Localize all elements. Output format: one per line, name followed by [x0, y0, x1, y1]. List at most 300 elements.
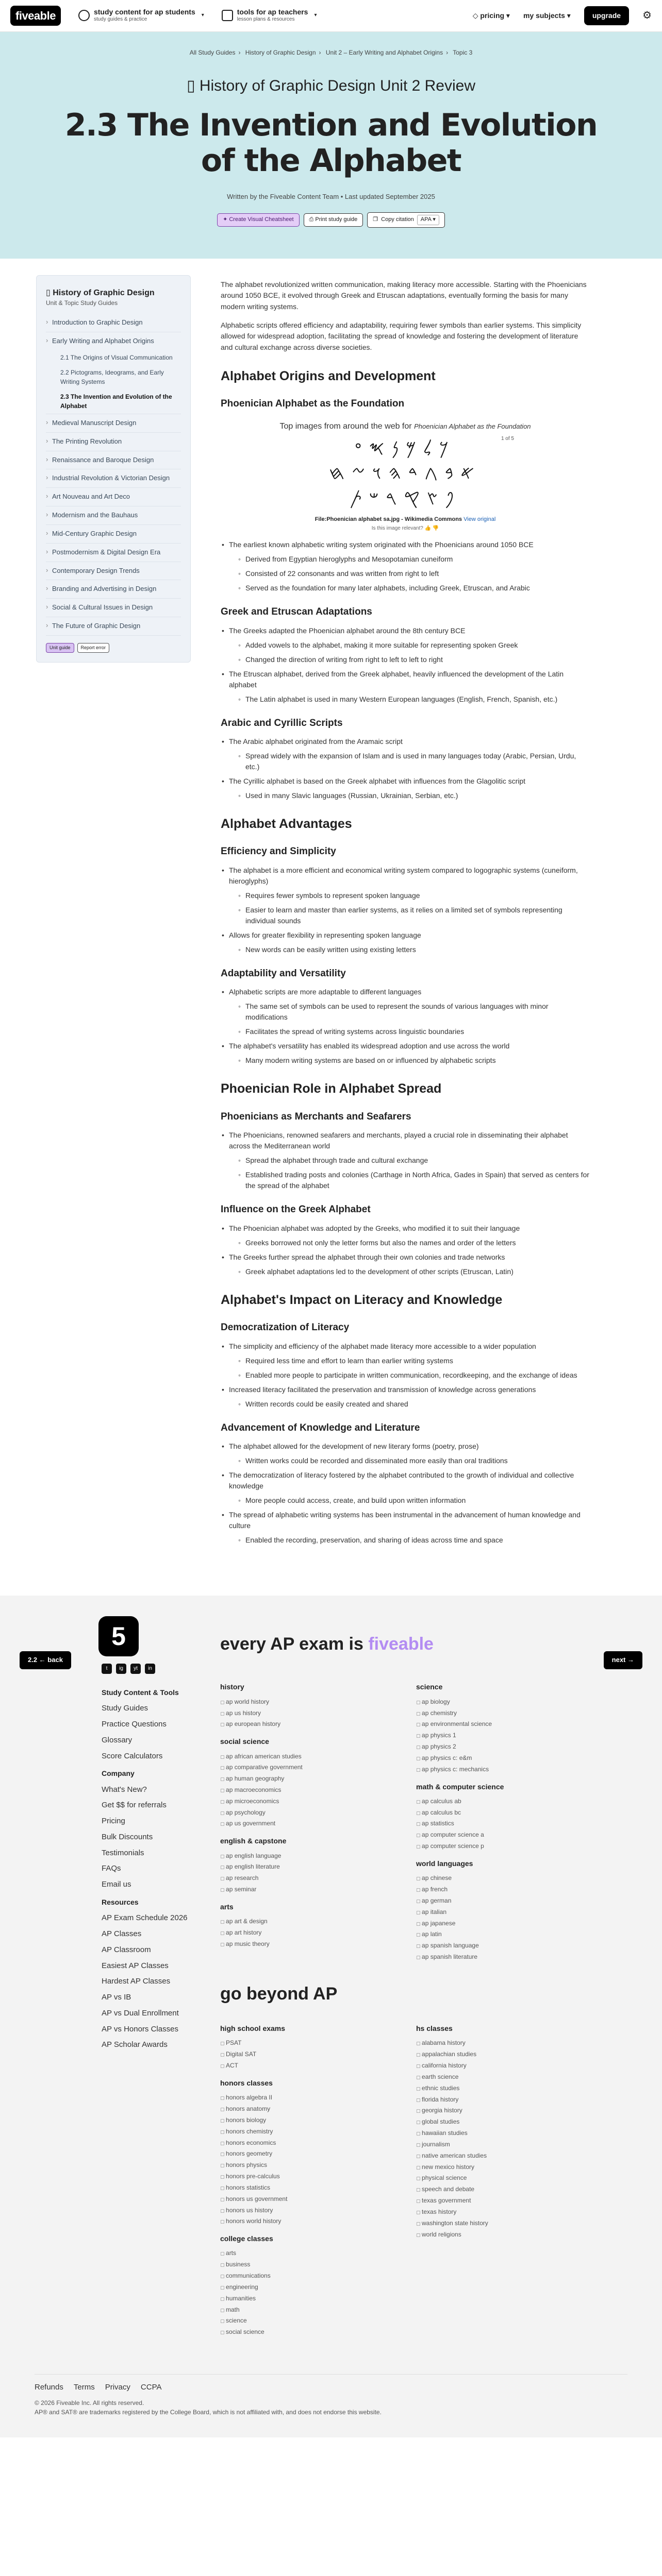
list-item	[221, 1223, 590, 1248]
nav-my-subjects-label: my subjects	[523, 11, 565, 20]
footer-category: honors classes	[220, 2078, 273, 2087]
list-item: ◦ The Latin alphabet is used in many Western European languages (English, French, Spanish, etc.)	[237, 694, 590, 705]
footer-subject-link[interactable]: ▢ speech and debate	[416, 2184, 550, 2195]
footer-subject-link[interactable]: ▢ honors physics	[220, 2160, 354, 2171]
footer-subject-link[interactable]: ▢ ACT	[220, 2060, 354, 2072]
footer-subject-link[interactable]: ▢ Digital SAT	[220, 2049, 354, 2060]
sub-list	[237, 1495, 590, 1506]
list-item: ◦ Written records could be easily created and shared	[237, 1399, 590, 1410]
nav-my-subjects[interactable]: my subjects ▾	[523, 11, 571, 20]
sub-list	[237, 640, 590, 665]
teacher-icon	[222, 10, 233, 21]
image-counter: 1 of 5	[501, 435, 514, 442]
footer-subject-link[interactable]: ▢ ap art & design	[220, 1916, 354, 1927]
sub-list	[237, 694, 590, 705]
footer-subject-link[interactable]: ▢ honors pre-calculus	[220, 2171, 354, 2182]
footer-subject-link[interactable]: ▢ ap spanish literature	[416, 1952, 550, 1963]
footer-subject-link[interactable]: ▢ hawaiian studies	[416, 2128, 550, 2139]
sidebar-child-active[interactable]: 2.3 The Invention and Evolution of the Alphabet	[46, 389, 181, 414]
footer-subject-link[interactable]: ▢ journalism	[416, 2139, 550, 2150]
footer-category: arts	[220, 1902, 234, 1911]
footer-link[interactable]: AP Exam Schedule 2026	[102, 1913, 188, 1923]
footer-subject-link[interactable]: ▢ business	[220, 2259, 354, 2270]
nav-teachers-title: tools for ap teachers	[237, 7, 308, 16]
sidebar	[36, 275, 191, 663]
create-cheatsheet-label: Create Visual Cheatsheet	[229, 216, 294, 223]
bullet-list	[221, 736, 590, 801]
image-caption: File:Phoenician alphabet sa.jpg - Wikimedia Commons View original	[315, 516, 496, 522]
footer-subject-link[interactable]: ▢ ap english language	[220, 1851, 354, 1862]
list-item	[221, 669, 590, 705]
image-carousel	[221, 420, 590, 532]
list-item-text: The simplicity and efficiency of the alphabet made literacy more accessible to a wider population	[229, 1342, 536, 1350]
breadcrumb-topic: Topic 3	[453, 49, 473, 56]
footer-subject-link[interactable]: ▢ ap microeconomics	[220, 1796, 354, 1807]
list-item	[221, 987, 590, 1037]
copy-citation-label: Copy citation	[381, 216, 414, 223]
footer-subject-link[interactable]: ▢ ap art history	[220, 1927, 354, 1939]
list-item: ◦ New words can be easily written using existing letters	[237, 944, 590, 955]
thumbs-up-icon[interactable]: 👍	[424, 525, 432, 531]
sidebar-footer	[46, 643, 181, 653]
list-item-text: The Greeks adapted the Phoenician alphabet around the 8th century BCE	[229, 626, 466, 635]
list-item	[221, 1510, 590, 1546]
list-item	[221, 1470, 590, 1506]
sidebar-item[interactable]: › The Future of Graphic Design	[46, 617, 181, 636]
list-item-text: The Etruscan alphabet, derived from the Greek alphabet, heavily influenced the development of the Latin alphabet	[229, 669, 564, 689]
legal-link[interactable]: Terms	[73, 2383, 95, 2392]
footer-tagline-accent: fiveable	[368, 1634, 434, 1654]
fiveable-logo[interactable]: fiveable	[10, 6, 61, 26]
list-item: ◦ Easier to learn and master than earlier systems, as it relies on a limited set of symbols representing individual sounds	[237, 905, 590, 926]
footer-subject-link[interactable]: ▢ ap german	[416, 1895, 550, 1907]
footer-subject-link[interactable]: ▢ ap calculus bc	[416, 1807, 550, 1819]
subsection-heading: Phoenicians as Merchants and Seafarers	[221, 1111, 411, 1122]
footer	[0, 1596, 662, 2437]
list-item: ◦ Facilitates the spread of writing systems across linguistic boundaries	[237, 1026, 590, 1037]
footer-subject-link[interactable]: ▢ georgia history	[416, 2105, 550, 2116]
list-item-text: The alphabet's versatility has enabled its widespread adoption and use across the world	[229, 1042, 510, 1050]
print-guide-button[interactable]	[304, 213, 363, 227]
list-item: ◦ Served as the foundation for many later alphabets, including Greek, Etruscan, and Arabic	[237, 583, 590, 594]
sub-list	[237, 751, 590, 772]
subsection-heading: Arabic and Cyrillic Scripts	[221, 717, 343, 728]
footer-link[interactable]: Glossary	[102, 1735, 133, 1744]
footer-subject-link[interactable]: ▢ ap physics c: e&m	[416, 1753, 550, 1764]
footer-link[interactable]: Practice Questions	[102, 1720, 167, 1729]
breadcrumb-all-guides[interactable]: All Study Guides	[189, 49, 236, 56]
footer-group-heading: Company	[102, 1769, 135, 1778]
nav-teachers[interactable]	[222, 8, 317, 24]
footer-subject-link[interactable]: ▢ arts	[220, 2248, 354, 2259]
instagram-icon[interactable]: ig	[116, 1664, 126, 1674]
footer-link[interactable]: AP vs Dual Enrollment	[102, 2008, 179, 2018]
sub-list	[237, 790, 590, 801]
glyph-row: 𐤐𐤑𐤒𐤓𐤔𐤕	[349, 487, 461, 509]
sidebar-item[interactable]: › Contemporary Design Trends	[46, 562, 181, 581]
list-item-text: The Phoenicians, renowned seafarers and merchants, played a crucial role in disseminating their alphabet across the Mediterranean world	[229, 1131, 568, 1150]
thumbs-down-icon[interactable]: 👎	[432, 525, 439, 531]
footer-subject-link[interactable]: ▢ ap african american studies	[220, 1751, 354, 1762]
footer-link[interactable]: AP vs IB	[102, 1993, 131, 2002]
footer-category: social science	[220, 1737, 269, 1746]
footer-subject-link[interactable]: ▢ ap seminar	[220, 1884, 354, 1895]
sidebar-title[interactable]	[46, 287, 181, 299]
legal-link[interactable]: CCPA	[140, 2383, 162, 2392]
list-item-text: The alphabet allowed for the development of new literary forms (poetry, prose)	[229, 1442, 479, 1451]
list-item: ◦ More people could access, create, and build upon written information	[237, 1495, 590, 1506]
list-item-text: The Phoenician alphabet was adopted by the Greeks, who modified it to suit their language	[229, 1224, 520, 1232]
footer-subject-link[interactable]: ▢ ap us government	[220, 1818, 354, 1829]
footer-tagline	[220, 1632, 597, 1657]
disclaimer: AP® and SAT® are trademarks registered by the College Board, which is not affiliated with, and does not endorse this website.	[35, 2408, 382, 2416]
youtube-icon[interactable]: yt	[130, 1664, 141, 1674]
footer-subject-link[interactable]: ▢ honors us history	[220, 2205, 354, 2216]
sub-list	[237, 1399, 590, 1410]
footer-category: hs classes	[416, 2024, 453, 2033]
sub-list	[237, 1238, 590, 1248]
section-heading: Alphabet's Impact on Literacy and Knowledge	[221, 1292, 503, 1307]
glyph-row: 𐤊𐤋𐤌𐤍𐤎𐤏	[355, 437, 456, 459]
sub-list	[237, 1535, 590, 1546]
footer-link[interactable]: Bulk Discounts	[102, 1832, 153, 1841]
footer-subject-link[interactable]: ▢ ap psychology	[220, 1807, 354, 1819]
phoenician-alphabet-image[interactable]	[320, 435, 514, 512]
subsection-heading: Influence on the Greek Alphabet	[221, 1204, 371, 1215]
upgrade-button[interactable]: upgrade	[584, 6, 629, 25]
intro-paragraph: The alphabet revolutionized written communication, making literacy more accessible. Starting with the Phoenicians around 1050 BCE, it evolved through Greek and Etruscan adaptations, eventually forming the basis for many modern writing systems.	[221, 280, 587, 311]
list-item-text: Increased literacy facilitated the preservation and transmission of knowledge across generations	[229, 1385, 536, 1394]
footer-subject-link[interactable]: ▢ social science	[220, 2327, 354, 2338]
footer-subject-link[interactable]: ▢ earth science	[416, 2072, 550, 2083]
subsection-heading: Adaptability and Versatility	[221, 968, 346, 979]
sparkle-icon: ✦	[223, 216, 229, 223]
list-item: ◦ Enabled the recording, preservation, and sharing of ideas across time and space	[237, 1535, 590, 1546]
footer-subject-link[interactable]: ▢ ap physics 1	[416, 1730, 550, 1741]
list-item: ◦ The same set of symbols can be used to represent the sounds of various languages with minor modifications	[237, 1001, 590, 1023]
footer-subject-link[interactable]: ▢ ap environmental science	[416, 1719, 550, 1730]
copy-icon: ❐	[373, 216, 378, 223]
subsection-heading: Democratization of Literacy	[221, 1322, 350, 1333]
footer-subject-link[interactable]: ▢ ap computer science a	[416, 1829, 550, 1841]
breadcrumb-unit[interactable]: Unit 2 – Early Writing and Alphabet Origins	[325, 49, 443, 56]
list-item-text: The alphabet is a more efficient and economical writing system compared to logographic systems (cuneiform, hieroglyphs)	[229, 866, 578, 885]
nav-pricing[interactable]: ◇ pricing ▾	[472, 11, 510, 20]
book-icon: ▯	[46, 288, 53, 297]
list-item: ◦ Many modern writing systems are based on or influenced by alphabetic scripts	[237, 1055, 590, 1066]
footer-subject-link[interactable]: ▢ ap japanese	[416, 1918, 550, 1929]
footer-link[interactable]: Email us	[102, 1880, 131, 1889]
student-icon	[78, 10, 90, 21]
list-item: ◦ Used in many Slavic languages (Russian, Ukrainian, Serbian, etc.)	[237, 790, 590, 801]
print-guide-label: Print study guide	[315, 216, 358, 223]
footer-subject-link[interactable]: ▢ ethnic studies	[416, 2083, 550, 2094]
sidebar-item[interactable]: › Introduction to Graphic Design	[46, 314, 181, 332]
footer-subject-link[interactable]: ▢ honors economics	[220, 2138, 354, 2149]
gear-icon[interactable]: ⚙	[642, 9, 652, 21]
footer-subject-link[interactable]: ▢ appalachian studies	[416, 2049, 550, 2060]
footer-subject-link[interactable]: ▢ native american studies	[416, 2150, 550, 2162]
list-item	[221, 865, 590, 926]
list-item	[221, 625, 590, 665]
sidebar-item[interactable]: › Postmodernism & Digital Design Era	[46, 544, 181, 562]
report-error-button[interactable]: Report error	[77, 643, 110, 653]
footer-subject-link[interactable]: ▢ ap comparative government	[220, 1762, 354, 1773]
list-item: ◦ Added vowels to the alphabet, making it more suitable for representing spoken Greek	[237, 640, 590, 651]
sub-list	[237, 1155, 590, 1191]
go-beyond-heading: go beyond AP	[220, 1984, 338, 2004]
hero-meta: Written by the Fiveable Content Team • Last updated September 2025	[227, 192, 435, 200]
article	[221, 279, 590, 1596]
nav-students-sub: study guides & practice	[93, 16, 147, 22]
citation-style-value: APA	[420, 216, 432, 223]
footer-column	[220, 2017, 354, 2338]
footer-link[interactable]: AP Classes	[102, 1929, 142, 1939]
bullet-list	[221, 987, 590, 1066]
footer-subject-link[interactable]: ▢ alabama history	[416, 2038, 550, 2049]
footer-column	[416, 2017, 550, 2338]
footer-subject-link[interactable]: ▢ ap chinese	[416, 1873, 550, 1884]
copy-citation-control[interactable]	[367, 212, 445, 228]
footer-subject-link[interactable]: ▢ california history	[416, 2060, 550, 2072]
chevron-down-icon: ▾	[314, 12, 317, 19]
footer-subject-link[interactable]: ▢ ap latin	[416, 1929, 550, 1940]
footer-subject-link[interactable]: ▢ world religions	[416, 2229, 550, 2241]
section-heading: Alphabet Advantages	[221, 817, 352, 832]
footer-subject-link[interactable]: ▢ humanities	[220, 2293, 354, 2304]
legal-link[interactable]: Refunds	[35, 2383, 63, 2392]
legal-link[interactable]: Privacy	[105, 2383, 130, 2392]
list-item: ◦ Established trading posts and colonies (Carthage in North Africa, Gades in Spain) that served as centers for the spread of the alphabet	[237, 1170, 590, 1191]
footer-subject-link[interactable]: ▢ ap chemistry	[416, 1708, 550, 1719]
copyright: © 2026 Fiveable Inc. All rights reserved.	[35, 2399, 144, 2406]
footer-group-heading: Resources	[102, 1897, 139, 1906]
footer-tagline-pre: every AP exam is	[220, 1634, 363, 1654]
list-item-text: The Greeks further spread the alphabet through their own colonies and trade networks	[229, 1252, 505, 1261]
footer-subject-link[interactable]: ▢ ap french	[416, 1884, 550, 1895]
section-heading: Phoenician Role in Alphabet Spread	[221, 1081, 442, 1096]
list-item: ◦ Requires fewer symbols to represent spoken language	[237, 890, 590, 901]
list-item-text: The democratization of literacy fostered by the alphabet contributed to the growth of individual and collective knowledge	[229, 1471, 574, 1490]
footer-subject-link[interactable]: ▢ honors statistics	[220, 2182, 354, 2194]
footer-subject-link[interactable]: ▢ engineering	[220, 2282, 354, 2293]
footer-link[interactable]: What's New?	[102, 1785, 147, 1794]
footer-subject-link[interactable]: ▢ honors biology	[220, 2115, 354, 2126]
footer-link[interactable]: AP Scholar Awards	[102, 2040, 168, 2049]
linkedin-icon[interactable]: in	[145, 1664, 155, 1674]
sub-list	[237, 890, 590, 926]
main	[0, 259, 662, 1596]
footer-category: college classes	[220, 2234, 273, 2243]
view-original-link[interactable]: View original	[464, 516, 496, 522]
image-title-prefix: Top images from around the web for	[279, 421, 412, 431]
footer-subject-link[interactable]: ▢ ap research	[220, 1873, 354, 1884]
price-tag-icon: ◇	[472, 11, 481, 20]
footer-subject-link[interactable]: ▢ ap physics c: mechanics	[416, 1764, 550, 1775]
footer-column	[220, 1675, 354, 1962]
footer-link[interactable]: AP Classroom	[102, 1945, 151, 1954]
sidebar-item[interactable]: › Branding and Advertising in Design	[46, 580, 181, 599]
breadcrumb-course[interactable]: History of Graphic Design	[245, 49, 316, 56]
nav-teachers-sub: lesson plans & resources	[237, 16, 295, 22]
footer-link[interactable]: Study Guides	[102, 1704, 148, 1713]
sidebar-item[interactable]: › Early Writing and Alphabet Origins	[46, 332, 181, 350]
page-title: 2.3 The Invention and Evolution of the Alphabet	[64, 107, 598, 179]
sub-list	[237, 1455, 590, 1466]
back-button[interactable]: 2.2 ← back	[20, 1651, 71, 1669]
list-item	[221, 736, 590, 772]
footer-subject-link[interactable]: ▢ science	[220, 2315, 354, 2327]
sidebar-item[interactable]: › Medieval Manuscript Design	[46, 414, 181, 433]
footer-subject-link[interactable]: ▢ florida history	[416, 2094, 550, 2106]
sidebar-item[interactable]: › The Printing Revolution	[46, 433, 181, 451]
footer-link[interactable]: Pricing	[102, 1817, 125, 1826]
footer-link[interactable]: Testimonials	[102, 1848, 144, 1857]
list-item: ◦ Spread the alphabet through trade and cultural exchange	[237, 1155, 590, 1166]
list-item: ◦ Written works could be recorded and disseminated more easily than oral traditions	[237, 1455, 590, 1466]
sidebar-item[interactable]: › Industrial Revolution & Victorian Design	[46, 469, 181, 488]
legal-links	[35, 2382, 627, 2393]
list-item: ◦ Greeks borrowed not only the letter forms but also the names and order of the letters	[237, 1238, 590, 1248]
list-item	[221, 1252, 590, 1277]
print-icon: ⎙	[309, 216, 316, 223]
sidebar-subtitle: Unit & Topic Study Guides	[46, 299, 118, 307]
sidebar-item[interactable]: › Mid-Century Graphic Design	[46, 525, 181, 544]
footer-subject-link[interactable]: ▢ honors chemistry	[220, 2126, 354, 2138]
footer-subject-link[interactable]: ▢ ap us history	[220, 1708, 354, 1719]
footer-subject-link[interactable]: ▢ honors us government	[220, 2194, 354, 2205]
footer-link[interactable]: FAQs	[102, 1864, 121, 1873]
sidebar-item[interactable]: › Social & Cultural Issues in Design	[46, 599, 181, 617]
footer-subject-link[interactable]: ▢ PSAT	[220, 2038, 354, 2049]
footer-subject-link[interactable]: ▢ honors algebra II	[220, 2092, 354, 2104]
footer-link[interactable]: Easiest AP Classes	[102, 1961, 169, 1970]
footer-subject-link[interactable]: ▢ ap statistics	[416, 1818, 550, 1829]
footer-subject-link[interactable]: ▢ ap human geography	[220, 1773, 354, 1785]
footer-subject-link[interactable]: ▢ ap physics 2	[416, 1741, 550, 1753]
list-item	[221, 930, 590, 955]
list-item	[221, 1341, 590, 1381]
footer-subject-link[interactable]: ▢ texas government	[416, 2195, 550, 2207]
list-item-text: The Cyrillic alphabet is based on the Greek alphabet with influences from the Glagolitic script	[229, 777, 526, 786]
hero	[0, 32, 662, 259]
bullet-list	[221, 1223, 590, 1277]
bullet-list	[221, 865, 590, 955]
create-cheatsheet-button[interactable]	[217, 213, 299, 227]
next-button[interactable]: next →	[604, 1651, 642, 1669]
sidebar-child[interactable]: 2.2 Pictograms, Ideograms, and Early Writing Systems	[60, 369, 164, 385]
sub-list	[237, 1055, 590, 1066]
footer-column	[416, 1675, 550, 1962]
footer-subject-link[interactable]: ▢ physical science	[416, 2173, 550, 2184]
unit-guide-button[interactable]: Unit guide	[46, 643, 74, 653]
footer-subject-link[interactable]: ▢ math	[220, 2304, 354, 2316]
intro-paragraph: Alphabetic scripts offered efficiency and adaptability, requiring fewer symbols than earlier systems. This simplicity allowed for widespread adoption, facilitating the spread of knowledge and fostering the development of literature and cultural exchange across diverse societies.	[221, 320, 582, 352]
footer-subject-link[interactable]: ▢ ap world history	[220, 1697, 354, 1708]
image-caption-source: Wikimedia Commons	[404, 516, 462, 522]
footer-subject-link[interactable]: ▢ ap calculus ab	[416, 1796, 550, 1807]
footer-subject-link[interactable]: ▢ honors world history	[220, 2216, 354, 2227]
sidebar-item[interactable]: › Modernism and the Bauhaus	[46, 506, 181, 525]
footer-subject-link[interactable]: ▢ ap italian	[416, 1907, 550, 1918]
footer-subject-link[interactable]: ▢ honors geometry	[220, 2148, 354, 2160]
bullet-list	[221, 625, 590, 705]
top-nav	[0, 0, 662, 32]
sub-list	[237, 554, 590, 594]
hero-kicker-text: History of Graphic Design Unit 2 Review	[199, 77, 476, 95]
breadcrumb: All Study Guides › History of Graphic Design › Unit 2 – Early Writing and Alphabet Origins › Topic 3	[189, 49, 473, 56]
footer-category: history	[220, 1683, 244, 1691]
list-item: ◦ Enabled more people to participate in written communication, recordkeeping, and the exchange of ideas	[237, 1370, 590, 1381]
glyph-row: 𐤀𐤁𐤂𐤃𐤄𐤅𐤆𐤇	[328, 463, 482, 484]
list-item	[221, 776, 590, 801]
footer-link[interactable]: Score Calculators	[102, 1751, 163, 1760]
footer-subject-link[interactable]: ▢ communications	[220, 2270, 354, 2282]
list-item: ◦ Required less time and effort to learn than earlier writing systems	[237, 1355, 590, 1366]
fiveable-logo-mark[interactable]: 5	[98, 1616, 139, 1656]
nav-students-title: study content for ap students	[93, 7, 195, 16]
nav-students[interactable]	[78, 8, 204, 24]
book-icon: ▯	[186, 77, 200, 95]
footer-subject-link[interactable]: ▢ global studies	[416, 2116, 550, 2128]
footer-link[interactable]: Get $$ for referrals	[102, 1801, 167, 1810]
sidebar-child[interactable]: 2.1 The Origins of Visual Communication	[60, 353, 173, 361]
sidebar-item[interactable]: › Renaissance and Baroque Design	[46, 451, 181, 470]
subsection-heading: Efficiency and Simplicity	[221, 846, 336, 857]
image-title-subject: Phoenician Alphabet as the Foundation	[414, 422, 531, 430]
footer-category: math & computer science	[416, 1782, 504, 1791]
footer-subject-link[interactable]: ▢ ap european history	[220, 1719, 354, 1730]
footer-subject-link[interactable]: ▢ ap english literature	[220, 1861, 354, 1873]
list-item: ◦ Derived from Egyptian hieroglyphs and Mesopotamian cuneiform	[237, 554, 590, 565]
list-item: ◦ Greek alphabet adaptations led to the development of other scripts (Etruscan, Latin)	[237, 1266, 590, 1277]
footer-subject-link[interactable]: ▢ ap biology	[416, 1697, 550, 1708]
section-heading: Alphabet Origins and Development	[221, 368, 436, 383]
footer-left	[65, 1616, 205, 2338]
sub-list	[237, 1001, 590, 1037]
list-item-text: The spread of alphabetic writing systems has been instrumental in the advancement of human knowledge and culture	[229, 1511, 581, 1530]
hero-actions	[0, 212, 662, 228]
sub-list	[237, 944, 590, 955]
footer-subject-link[interactable]: ▢ ap music theory	[220, 1939, 354, 1950]
footer-right	[205, 1616, 597, 2338]
list-item-text: Alphabetic scripts are more adaptable to different languages	[229, 988, 422, 996]
list-item-text: The earliest known alphabetic writing system originated with the Phoenicians around 1050 BCE	[229, 540, 534, 549]
footer-category: high school exams	[220, 2024, 286, 2033]
sidebar-item[interactable]: › Art Nouveau and Art Deco	[46, 488, 181, 506]
footer-subject-link[interactable]: ▢ washington state history	[416, 2218, 550, 2229]
footer-subject-link[interactable]: ▢ new mexico history	[416, 2162, 550, 2173]
image-relevance-question: Is this image relevant?	[371, 525, 423, 531]
footer-subject-link[interactable]: ▢ honors anatomy	[220, 2104, 354, 2115]
footer-link[interactable]: Hardest AP Classes	[102, 1977, 171, 1986]
list-item: ◦ Consisted of 22 consonants and was written from right to left	[237, 568, 590, 579]
footer-subject-link[interactable]: ▢ ap spanish language	[416, 1940, 550, 1952]
footer-category: english & capstone	[220, 1837, 287, 1845]
footer-subject-link[interactable]: ▢ ap computer science p	[416, 1841, 550, 1852]
citation-style-select[interactable]: APA ▾	[417, 215, 439, 225]
footer-subject-link[interactable]: ▢ ap macroeconomics	[220, 1785, 354, 1796]
list-item	[221, 1130, 590, 1191]
image-relevance	[221, 525, 590, 533]
list-item-text: The Arabic alphabet originated from the Aramaic script	[229, 737, 403, 746]
list-item: ◦ Changed the direction of writing from right to left to left to right	[237, 654, 590, 665]
tiktok-icon[interactable]: t	[102, 1664, 112, 1674]
footer-link[interactable]: AP vs Honors Classes	[102, 2024, 178, 2033]
footer-bottom	[35, 2374, 627, 2417]
sidebar-title-text: History of Graphic Design	[53, 288, 155, 297]
footer-subject-link[interactable]: ▢ texas history	[416, 2207, 550, 2218]
